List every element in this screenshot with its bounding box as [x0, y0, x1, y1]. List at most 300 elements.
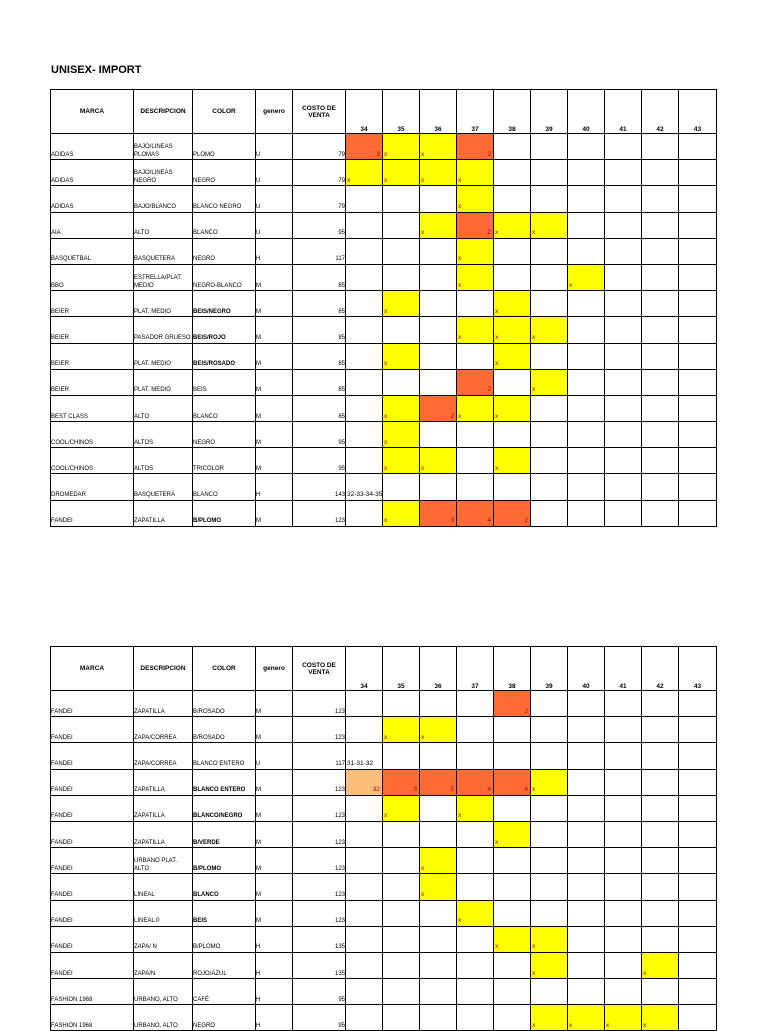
stock-count: 2 — [487, 150, 491, 158]
size-cell-35 — [383, 134, 420, 160]
size-cell-35 — [383, 900, 420, 926]
size-cell-41 — [605, 238, 642, 264]
stock-mark: x — [384, 150, 388, 158]
size-cell-35 — [383, 160, 420, 186]
size-cell-35 — [383, 795, 420, 821]
stock-count: 2 — [487, 386, 491, 394]
cell-genero: M — [256, 422, 293, 448]
size-cell-37 — [457, 769, 494, 795]
size-cell-34 — [346, 691, 383, 717]
size-cell-35 — [383, 238, 420, 264]
cell-marca: FANDEI — [51, 769, 134, 795]
stock-count: 2 — [487, 229, 491, 237]
cell-marca: ADIDAS — [51, 134, 134, 160]
size-cell-40 — [568, 926, 605, 952]
size-cell-39 — [531, 691, 568, 717]
size-cell-39 — [531, 769, 568, 795]
cell-genero: U — [256, 134, 293, 160]
size-cell-36 — [420, 500, 457, 526]
size-cell-36 — [420, 769, 457, 795]
cell-costo: 85 — [293, 317, 346, 343]
size-cell-37 — [457, 500, 494, 526]
size-cell-39 — [531, 395, 568, 421]
size-cell-42 — [642, 979, 679, 1005]
cell-costo: 117 — [293, 238, 346, 264]
stock-mark: x — [532, 334, 536, 341]
size-cell-37 — [457, 1005, 494, 1031]
stock-mark: x — [384, 412, 388, 420]
size-cell-40 — [568, 474, 605, 500]
size-cell-37 — [457, 979, 494, 1005]
size-cell-37 — [457, 743, 494, 769]
stock-mark: x — [421, 150, 425, 158]
cell-color: B/VERDE — [193, 821, 256, 847]
size-cell-38 — [494, 186, 531, 212]
cell-marca: FANDEI — [51, 926, 134, 952]
stock-mark: x — [569, 281, 573, 289]
table-row — [51, 500, 717, 526]
size-cell-36 — [420, 900, 457, 926]
size-cell-42 — [642, 952, 679, 978]
size-cell-41 — [605, 691, 642, 717]
cell-color: TRICOLOR — [193, 448, 256, 474]
header-descripcion: DESCRIPCION — [134, 90, 193, 134]
size-cell-36 — [420, 212, 457, 238]
cell-marca: FANDEI — [51, 500, 134, 526]
size-cell-36 — [420, 1005, 457, 1031]
cell-color: B/PLOMO — [193, 848, 256, 874]
size-cell-41 — [605, 874, 642, 900]
size-cell-34 — [346, 1005, 383, 1031]
cell-descripcion: LINEAL — [134, 874, 193, 900]
size-cell-42 — [642, 848, 679, 874]
cell-genero: M — [256, 691, 293, 717]
cell-marca: FANDEI — [51, 717, 134, 743]
cell-marca: BEST CLASS — [51, 395, 134, 421]
size-cell-37 — [457, 821, 494, 847]
cell-color: B/PLOMO — [193, 926, 256, 952]
size-cell-36 — [420, 874, 457, 900]
size-cell-36 — [420, 821, 457, 847]
cell-color: CAFÉ — [193, 979, 256, 1005]
size-cell-39 — [531, 848, 568, 874]
size-cell-37 — [457, 717, 494, 743]
cell-marca: FANDEI — [51, 691, 134, 717]
cell-descripcion: BAJO/LINEAS PLOMAS — [134, 134, 193, 160]
cell-marca: FANDEI — [51, 848, 134, 874]
stock-mark: x — [421, 891, 425, 898]
cell-costo: 123 — [293, 900, 346, 926]
stock-mark: x — [458, 812, 462, 820]
inventory-table-2 — [50, 646, 717, 1031]
stock-mark: x — [384, 812, 388, 820]
cell-color: BLANCO — [193, 474, 256, 500]
cell-costo: 117 — [293, 743, 346, 769]
size-cell-38 — [494, 717, 531, 743]
size-cell-43 — [679, 343, 717, 369]
header-marca: MARCA — [51, 90, 134, 134]
cell-costo: 123 — [293, 795, 346, 821]
size-cell-34 — [346, 717, 383, 743]
cell-descripcion: ZAPATILLA — [134, 821, 193, 847]
size-cell-42 — [642, 769, 679, 795]
cell-color: BLANCO ENTERO — [193, 743, 256, 769]
size-cell-34 — [346, 212, 383, 238]
size-cell-36 — [420, 691, 457, 717]
size-cell-34 — [346, 264, 383, 290]
size-cell-36 — [420, 422, 457, 448]
stock-mark: x — [495, 360, 499, 368]
cell-genero: H — [256, 926, 293, 952]
cell-costo: 123 — [293, 691, 346, 717]
cell-marca: FANDEI — [51, 900, 134, 926]
header-size-43: 43 — [679, 647, 717, 691]
size-cell-36 — [420, 952, 457, 978]
stock-count: 3 — [450, 517, 454, 525]
size-cell-39 — [531, 422, 568, 448]
size-cell-34 — [346, 343, 383, 369]
size-cell-42 — [642, 1005, 679, 1031]
size-cell-36 — [420, 134, 457, 160]
header-size-35: 35 — [383, 647, 420, 691]
cell-marca: COOL/CHINOS — [51, 448, 134, 474]
size-cell-39 — [531, 926, 568, 952]
size-cell-42 — [642, 795, 679, 821]
cell-descripcion: ZAPATILLA — [134, 769, 193, 795]
size-cell-36 — [420, 343, 457, 369]
cell-genero: U — [256, 743, 293, 769]
cell-descripcion: URBANO, ALTO — [134, 1005, 193, 1031]
cell-descripcion: ALTO — [134, 212, 193, 238]
size-cell-38 — [494, 474, 531, 500]
size-cell-40 — [568, 160, 605, 186]
cell-marca: FANDEI — [51, 743, 134, 769]
size-cell-34 — [346, 238, 383, 264]
stock-mark: x — [495, 838, 499, 846]
size-cell-41 — [605, 717, 642, 743]
size-cell-35 — [383, 848, 420, 874]
size-cell-35 — [383, 369, 420, 395]
cell-marca: ADIDAS — [51, 160, 134, 186]
size-cell-43 — [679, 900, 717, 926]
size-cell-38 — [494, 343, 531, 369]
size-cell-36 — [420, 160, 457, 186]
stock-mark: x — [384, 733, 388, 741]
cell-costo: 95 — [293, 212, 346, 238]
size-cell-41 — [605, 343, 642, 369]
cell-color: B/PLOMO — [193, 500, 256, 526]
size-cell-43 — [679, 952, 717, 978]
size-cell-40 — [568, 743, 605, 769]
table-row — [51, 952, 717, 978]
cell-genero: M — [256, 500, 293, 526]
size-cell-37 — [457, 264, 494, 290]
size-cell-42 — [642, 900, 679, 926]
cell-descripcion: BAJO/LINEAS NEGRO — [134, 160, 193, 186]
cell-genero: M — [256, 264, 293, 290]
header-size-37: 37 — [457, 647, 494, 691]
cell-marca: DROMEDAR — [51, 474, 134, 500]
header-genero: genero — [256, 647, 293, 691]
stock-mark: x — [384, 438, 388, 446]
cell-genero: H — [256, 1005, 293, 1031]
cell-descripcion: ZAPATILLA — [134, 795, 193, 821]
header-size-36: 36 — [420, 90, 457, 134]
size-cell-39 — [531, 900, 568, 926]
cell-descripcion: BASQUETERA — [134, 238, 193, 264]
cell-color: NEGRO — [193, 160, 256, 186]
size-cell-35 — [383, 343, 420, 369]
stock-mark: x — [569, 1021, 573, 1029]
size-cell-37 — [457, 448, 494, 474]
size-cell-35 — [383, 448, 420, 474]
cell-genero: M — [256, 291, 293, 317]
size-cell-37 — [457, 926, 494, 952]
size-cell-40 — [568, 979, 605, 1005]
cell-genero: H — [256, 979, 293, 1005]
stock-mark: x — [532, 786, 536, 794]
cell-descripcion: ALTO — [134, 395, 193, 421]
cell-color: B/ROSADO — [193, 717, 256, 743]
size-cell-38 — [494, 952, 531, 978]
size-cell-39 — [531, 343, 568, 369]
size-cell-43 — [679, 874, 717, 900]
stock-mark: x — [421, 229, 425, 237]
table-row — [51, 238, 717, 264]
size-cell-39 — [531, 717, 568, 743]
cell-marca: FASHION 1968 — [51, 979, 134, 1005]
table-row — [51, 795, 717, 821]
stock-count: 3 — [376, 150, 380, 158]
size-cell-35 — [383, 769, 420, 795]
size-cell-35 — [383, 317, 420, 343]
cell-costo: 79 — [293, 186, 346, 212]
stock-mark: x — [495, 464, 499, 472]
size-cell-41 — [605, 395, 642, 421]
size-cell-39 — [531, 238, 568, 264]
size-cell-37 — [457, 369, 494, 395]
cell-costo: 123 — [293, 500, 346, 526]
stock-mark: x — [532, 229, 536, 237]
size-cell-37 — [457, 952, 494, 978]
cell-genero: M — [256, 874, 293, 900]
stock-count: 2 — [524, 707, 528, 715]
cell-descripcion: ALTOS — [134, 448, 193, 474]
size-cell-34 — [346, 160, 383, 186]
cell-color: NEGRO-BLANCO — [193, 264, 256, 290]
cell-genero: M — [256, 395, 293, 421]
cell-color: BEIS/ROJO — [193, 317, 256, 343]
size-cell-37 — [457, 212, 494, 238]
size-cell-40 — [568, 500, 605, 526]
cell-descripcion: URBANO PLAT. ALTO — [134, 848, 193, 874]
size-cell-34 — [346, 186, 383, 212]
cell-marca: BEIER — [51, 291, 134, 317]
size-cell-43 — [679, 291, 717, 317]
stock-count: 4 — [524, 786, 528, 794]
header-size-43: 43 — [679, 90, 717, 134]
size-cell-43 — [679, 926, 717, 952]
size-cell-40 — [568, 821, 605, 847]
size-cell-36 — [420, 474, 457, 500]
cell-descripcion: ZAPA/CORREA — [134, 743, 193, 769]
size-cell-41 — [605, 500, 642, 526]
size-cell-43 — [679, 743, 717, 769]
cell-marca: BEIER — [51, 317, 134, 343]
cell-genero: M — [256, 795, 293, 821]
size-cell-40 — [568, 717, 605, 743]
size-cell-40 — [568, 317, 605, 343]
cell-costo: 85 — [293, 369, 346, 395]
size-cell-38 — [494, 134, 531, 160]
stock-mark: x — [495, 334, 499, 341]
size-cell-43 — [679, 848, 717, 874]
size-cell-36 — [420, 448, 457, 474]
size-cell-39 — [531, 821, 568, 847]
size-cell-39 — [531, 474, 568, 500]
size-cell-43 — [679, 691, 717, 717]
table-row — [51, 448, 717, 474]
size-cell-37 — [457, 317, 494, 343]
size-cell-39 — [531, 979, 568, 1005]
cell-genero: U — [256, 212, 293, 238]
size-cell-43 — [679, 422, 717, 448]
cell-genero: M — [256, 448, 293, 474]
stock-count: 32 — [372, 786, 380, 794]
size-cell-43 — [679, 212, 717, 238]
size-cell-43 — [679, 979, 717, 1005]
cell-costo: 135 — [293, 952, 346, 978]
cell-costo: 95 — [293, 979, 346, 1005]
size-cell-37 — [457, 291, 494, 317]
size-cell-34 — [346, 291, 383, 317]
size-cell-35 — [383, 291, 420, 317]
table-row — [51, 743, 717, 769]
size-cell-38 — [494, 238, 531, 264]
cell-descripcion: ZAPA/CORREA — [134, 717, 193, 743]
size-cell-42 — [642, 369, 679, 395]
cell-color: NEGRO — [193, 238, 256, 264]
size-cell-35 — [383, 422, 420, 448]
size-note: 31-31-32 — [347, 760, 374, 768]
size-cell-36 — [420, 717, 457, 743]
stock-count: 4 — [487, 786, 491, 794]
size-cell-40 — [568, 186, 605, 212]
size-cell-34 — [346, 448, 383, 474]
table-row — [51, 848, 717, 874]
cell-costo: 135 — [293, 926, 346, 952]
size-cell-41 — [605, 952, 642, 978]
cell-descripcion: ESTRELLA/PLAT. MEDIO — [134, 264, 193, 290]
size-cell-39 — [531, 317, 568, 343]
size-cell-43 — [679, 448, 717, 474]
size-cell-42 — [642, 186, 679, 212]
stock-count: 4 — [487, 517, 491, 525]
cell-descripcion: BAJO/BLANCO — [134, 186, 193, 212]
size-cell-40 — [568, 874, 605, 900]
header-size-39: 39 — [531, 90, 568, 134]
header-descripcion: DESCRIPCION — [134, 647, 193, 691]
size-cell-34 — [346, 317, 383, 343]
size-cell-34 — [346, 979, 383, 1005]
header-size-40: 40 — [568, 647, 605, 691]
size-cell-39 — [531, 212, 568, 238]
size-cell-34 — [346, 848, 383, 874]
cell-color: BLANCO/NEGRO — [193, 795, 256, 821]
header-size-40: 40 — [568, 90, 605, 134]
cell-color: BLANCO — [193, 395, 256, 421]
size-cell-36 — [420, 291, 457, 317]
size-cell-42 — [642, 500, 679, 526]
size-cell-39 — [531, 291, 568, 317]
size-cell-34 — [346, 500, 383, 526]
size-cell-40 — [568, 422, 605, 448]
cell-genero: M — [256, 821, 293, 847]
cell-marca: FANDEI — [51, 795, 134, 821]
page-title: UNISEX- IMPORT — [51, 64, 142, 76]
size-cell-38 — [494, 264, 531, 290]
size-cell-37 — [457, 795, 494, 821]
size-cell-37 — [457, 160, 494, 186]
header-size-38: 38 — [494, 90, 531, 134]
size-cell-35 — [383, 717, 420, 743]
cell-costo: 85 — [293, 343, 346, 369]
stock-mark: x — [347, 176, 351, 184]
size-cell-42 — [642, 134, 679, 160]
size-cell-38 — [494, 317, 531, 343]
cell-descripcion: ALTOS — [134, 422, 193, 448]
size-cell-41 — [605, 795, 642, 821]
header-size-41: 41 — [605, 90, 642, 134]
size-cell-38 — [494, 448, 531, 474]
size-cell-37 — [457, 395, 494, 421]
size-cell-35 — [383, 1005, 420, 1031]
size-cell-43 — [679, 717, 717, 743]
size-cell-36 — [420, 926, 457, 952]
cell-marca: ADIDAS — [51, 186, 134, 212]
cell-genero: M — [256, 369, 293, 395]
size-cell-34 — [346, 474, 383, 500]
size-cell-38 — [494, 422, 531, 448]
size-cell-43 — [679, 134, 717, 160]
size-cell-35 — [383, 186, 420, 212]
size-cell-42 — [642, 160, 679, 186]
table-row — [51, 874, 717, 900]
size-cell-36 — [420, 848, 457, 874]
size-cell-42 — [642, 717, 679, 743]
size-cell-35 — [383, 395, 420, 421]
size-cell-42 — [642, 821, 679, 847]
cell-descripcion: ZAPATILLA — [134, 500, 193, 526]
cell-descripcion: ZAPA/N — [134, 952, 193, 978]
cell-descripcion: LINEAL 0 — [134, 900, 193, 926]
size-cell-40 — [568, 952, 605, 978]
size-cell-35 — [383, 821, 420, 847]
size-cell-41 — [605, 848, 642, 874]
size-cell-43 — [679, 500, 717, 526]
header-size-37: 37 — [457, 90, 494, 134]
header-costo: COSTO DE VENTA — [293, 90, 346, 134]
size-cell-38 — [494, 926, 531, 952]
header-size-34: 34 — [346, 647, 383, 691]
size-cell-38 — [494, 291, 531, 317]
size-cell-43 — [679, 821, 717, 847]
size-cell-40 — [568, 900, 605, 926]
table-row — [51, 317, 717, 343]
size-cell-38 — [494, 874, 531, 900]
size-cell-43 — [679, 238, 717, 264]
stock-mark: x — [458, 917, 462, 925]
